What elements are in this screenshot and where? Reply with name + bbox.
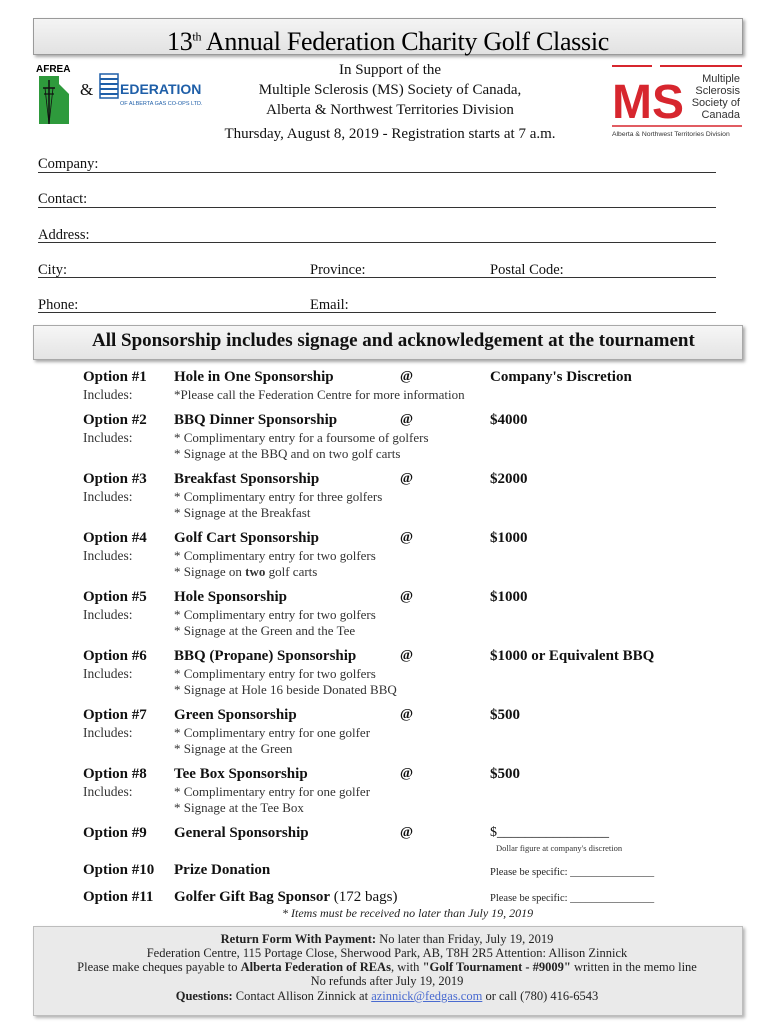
option-detail: * Signage at the BBQ and on two golf carts [174, 446, 401, 461]
cheque-line: Please make cheques payable to Alberta Federation of REAs, with "Golf Tournament - #9009" written in the memo line [77, 960, 697, 974]
dollar-note: Dollar figure at company's discretion [496, 843, 623, 853]
at-symbol: @ [400, 707, 414, 722]
contact-field[interactable] [38, 207, 716, 208]
event-date: Thursday, August 8, 2019 - Registration starts at 7 a.m. [224, 126, 556, 142]
option-detail: * Signage at the Tee Box [174, 800, 304, 815]
ampersand: & [80, 80, 94, 99]
sponsorship-heading: All Sponsorship includes signage and acknowledgement at the tournament [92, 330, 695, 351]
option-detail: * Complimentary entry for three golfers [174, 489, 383, 504]
option-detail: * Complimentary entry for one golfer [174, 784, 371, 799]
return-form-line: Return Form With Payment: No later than Friday, July 19, 2019 [220, 932, 554, 946]
address-field[interactable] [38, 242, 716, 243]
dollar-amount-field[interactable]: $________________ [490, 825, 609, 840]
option-price: $1000 [490, 530, 528, 546]
option-detail: * Signage at the Green and the Tee [174, 623, 356, 638]
option-label: Option #4 [83, 530, 147, 546]
federation-logo-subtext: OF ALBERTA GAS CO-OPS LTD. [120, 101, 203, 107]
option-label: Option #1 [83, 369, 147, 385]
address-label: Address: [38, 227, 90, 243]
postal-code-label: Postal Code: [490, 262, 564, 278]
includes-label: Includes: [83, 784, 133, 799]
questions-line: Questions: Contact Allison Zinnick at azinnick@fedgas.com or call (780) 416-6543 [175, 989, 599, 1003]
option-detail: * Signage at the Breakfast [174, 505, 311, 520]
option-name: Hole in One Sponsorship [174, 369, 334, 385]
option-detail: *Please call the Federation Centre for more information [174, 387, 465, 402]
option-label: Option #8 [83, 766, 147, 782]
phone-label: Phone: [38, 297, 79, 313]
phone-email-field[interactable] [38, 312, 716, 313]
option-name: BBQ Dinner Sponsorship [174, 412, 338, 428]
address-line: Federation Centre, 115 Portage Close, Sherwood Park, AB, T8H 2R5 Attention: Allison Zinnick [146, 946, 628, 960]
at-symbol: @ [400, 471, 414, 486]
ms-logo-line-3: Society of [691, 97, 740, 109]
title-bar [33, 18, 743, 55]
company-label: Company: [38, 156, 99, 172]
option-name: Golf Cart Sponsorship [174, 530, 320, 546]
option-label: Option #9 [83, 825, 147, 841]
afrea-logo [35, 62, 85, 128]
ms-logo-letters: MS [612, 76, 684, 129]
option-price: Company's Discretion [490, 369, 632, 385]
at-symbol: @ [400, 766, 414, 781]
option-label: Option #2 [83, 412, 147, 428]
at-symbol: @ [400, 589, 414, 604]
option-name: General Sponsorship [174, 825, 309, 841]
option-detail: * Complimentary entry for a foursome of golfers [174, 430, 429, 445]
email-link[interactable]: azinnick@fedgas.com [371, 989, 483, 1003]
includes-label: Includes: [83, 607, 133, 622]
at-symbol: @ [400, 825, 414, 840]
option-label: Option #5 [83, 589, 147, 605]
option-name: Prize Donation [174, 862, 271, 878]
support-line-2: Multiple Sclerosis (MS) Society of Canada, [258, 82, 522, 98]
option-price: $1000 [490, 589, 528, 605]
province-label: Province: [310, 262, 366, 278]
specify-field[interactable]: Please be specific: ________________ [490, 893, 655, 904]
support-block [200, 60, 580, 144]
option-name: Breakfast Sponsorship [174, 471, 320, 487]
at-symbol: @ [400, 530, 414, 545]
option-detail: * Complimentary entry for two golfers [174, 607, 376, 622]
option-name: BBQ (Propane) Sponsorship [174, 648, 357, 664]
option-name: Golfer Gift Bag Sponsor (172 bags) [174, 889, 398, 905]
option-detail: * Signage on two golf carts [174, 564, 318, 579]
support-line-1: In Support of the [338, 62, 442, 78]
at-symbol: @ [400, 648, 414, 663]
at-symbol: @ [400, 369, 414, 384]
option-label: Option #10 [83, 862, 155, 878]
includes-label: Includes: [83, 725, 133, 740]
option-detail: * Complimentary entry for one golfer [174, 725, 371, 740]
option-name: Tee Box Sponsorship [174, 766, 308, 782]
option-name: Green Sponsorship [174, 707, 297, 723]
includes-label: Includes: [83, 430, 133, 445]
ms-society-logo [612, 62, 747, 140]
email-label: Email: [310, 297, 349, 313]
support-line-3: Alberta & Northwest Territories Division [266, 102, 514, 118]
ms-logo-line-1: Multiple [702, 73, 740, 85]
option-name: Hole Sponsorship [174, 589, 287, 605]
specify-field[interactable]: Please be specific: ________________ [490, 867, 655, 878]
option-label: Option #7 [83, 707, 147, 723]
ms-logo-division: Alberta & Northwest Territories Division [612, 131, 730, 138]
city-province-postal-field[interactable] [38, 277, 716, 278]
option-detail: * Signage at Hole 16 beside Donated BBQ [174, 682, 397, 697]
option-detail: * Complimentary entry for two golfers [174, 666, 376, 681]
includes-label: Includes: [83, 489, 133, 504]
company-field[interactable] [38, 172, 716, 173]
ms-logo-line-4: Canada [701, 109, 740, 121]
federation-logo-text: EDERATION [120, 81, 202, 97]
option-price: $4000 [490, 412, 528, 428]
option-price: $1000 or Equivalent BBQ [490, 648, 655, 664]
city-label: City: [38, 262, 68, 278]
includes-label: Includes: [83, 387, 133, 402]
ms-logo-line-2: Sclerosis [695, 85, 740, 97]
refunds-line: No refunds after July 19, 2019 [310, 974, 464, 988]
option-price: $500 [490, 707, 520, 723]
option-label: Option #11 [83, 889, 154, 905]
includes-label: Includes: [83, 666, 133, 681]
option-detail: * Signage at the Green [174, 741, 293, 756]
option-price: $500 [490, 766, 520, 782]
contact-label: Contact: [38, 191, 88, 207]
includes-label: Includes: [83, 548, 133, 563]
option-label: Option #3 [83, 471, 147, 487]
at-symbol: @ [400, 412, 414, 427]
option-detail: * Complimentary entry for two golfers [174, 548, 376, 563]
event-title: 13th Annual Federation Charity Golf Classic [167, 26, 609, 56]
option-label: Option #6 [83, 648, 147, 664]
items-deadline-note: * Items must be received no later than July 19, 2019 [282, 906, 534, 920]
option-price: $2000 [490, 471, 528, 487]
afrea-logo-text: AFREA [36, 64, 71, 75]
